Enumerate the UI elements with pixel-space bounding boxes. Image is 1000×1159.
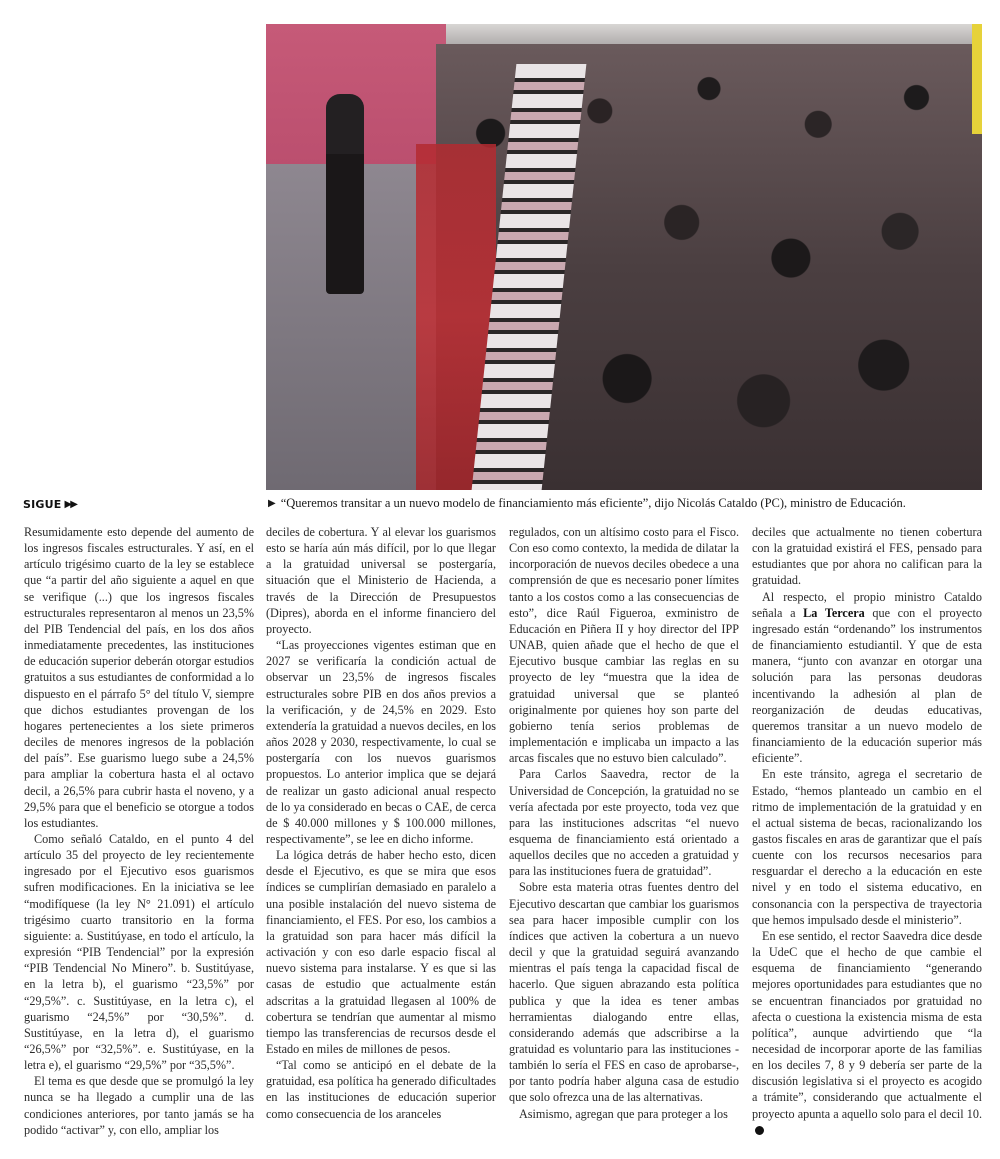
article-photo <box>266 24 982 490</box>
paragraph: Resumidamente esto depende del aumento de los ingresos fiscales estructurales. Y así, en el artículo trigésimo cuarto de la ley se establece que “a partir del año siguiente a aquel en que se verifique (...) que los ingresos fiscales estructurales representaron al menos un 23,5% del PIB Tendencial del país, en los dos años inmediatamente precedentes, las instituciones de educación superior deberán otorgar estudios gratuitos a sus estudiantes de conformidad a lo dispuesto en el párrafo 5° del título V, siempre que dichos estudiantes provengan de los hogares pertenecientes a los siete primeros deciles de menores ingresos de la población del país”. Ese guarismo luego sube a 24,5% para ampliar la cobertura hasta el al octavo decil, a 26,5% para cubrir hasta el noveno, y a 29,5% para que el beneficio se otorgue a todos los estudiantes. <box>24 525 254 830</box>
paragraph: El tema es que desde que se promulgó la ley nunca se ha llegado a cumplir una de las condiciones anteriores, por tanto jamás se ha podido “activar” y, con ello, ampliar los <box>24 1074 254 1137</box>
photo-caption <box>268 496 906 511</box>
paragraph-text: Al respecto, el propio ministro Cataldo señala a <box>752 589 982 620</box>
double-triangle-right-icon: ▶▶ <box>64 499 76 510</box>
article-column-4 <box>752 524 982 1138</box>
paragraph: “Las proyecciones vigentes estiman que en 2027 se verificaría la condición actual de observar un 23,5% de ingresos fiscales estructurales sobre PIB en dos años previos a la verificación, y de 24,5% en 2029. Esto extendería la gratuidad a nuevos deciles, en los años 2028 y 2030, respectivamente, lo cual se postergaría con los nuevos guarismos propuestos. Lo anterior implica que se dejará de realizar un gasto adicional anual respecto de lo ya considerado en becas o CAE, de cerca de $ 40.000 millones y $ 100.000 millones, respectivamente”, se lee en dicho informe. <box>266 638 496 846</box>
paragraph-text: que con el proyecto ingresado están “ordenando” los instrumentos de financiamiento estudiantil. Y que de esta manera, “junto con avanzar en otorgar una solución para las personas deudoras incentivando la adhesión al plan de reorganización de deudas educativas, queremos transitar a un nuevo modelo de financiamiento de la educación superior más eficiente”. <box>752 605 982 766</box>
paragraph: deciles de cobertura. Y al elevar los guarismos esto se haría aún más difícil, por lo que llegar a la gratuidad universal se postergaría, situación que el Ministerio de Hacienda, a través de la Dirección de Presupuestos (Dipres), aborda en el informe financiero del proyecto. <box>266 525 496 636</box>
publication-name: La Tercera <box>803 605 865 620</box>
paragraph: La lógica detrás de haber hecho esto, dicen desde el Ejecutivo, es que se mira que esos índices se cumplirían demasiado en paralelo a una posible instalación del nuevo sistema de financiamiento, el FES. Por eso, los cambios a la gratuidad son para hacer más difícil la activación y con eso darle espacio fiscal al nuevo sistema para instalarse. Y es que si las casas de estudio que actualmente están adscritas a la gratuidad llegasen al 100% de cobertura se tendrían que aumentar al mismo tiempo las transferencias de recursos desde el Estado en miles de millones de pesos. <box>266 848 496 1056</box>
triangle-right-icon: ▶ <box>268 498 276 509</box>
article-column-3 <box>509 524 739 1122</box>
photo-yellow-edge <box>972 24 982 134</box>
paragraph: deciles que actualmente no tienen cobertura con la gratuidad existirá el FES, pensado para estudiantes que por ahora no califican para la gratuidad. <box>752 525 982 588</box>
photo-standing-person <box>326 94 364 294</box>
paragraph <box>752 928 982 1138</box>
paragraph <box>752 589 982 767</box>
paragraph-text: En ese sentido, el rector Saavedra dice desde la UdeC que el hecho de que cambie el esquema de financiamiento “generando mejores oportunidades para estudiantes que no se encuentran financiados por gratuidad no afecta o cuestiona la existencia misma de esta política”, aunque advirtiendo que “la necesidad de incorporar aporte de las familias en los deciles 7, 8 y 9 debería ser parte de la discusión legislativa si el proyecto es acogido a trámite”, considerando que actualmente el proyecto apunta a aquello solo para el decil 10. <box>752 928 982 1121</box>
paragraph: Como señaló Cataldo, en el punto 4 del artículo 35 del proyecto de ley recientemente ingresado por el Ejecutivo esos guarismos sufren modificaciones. En la iniciativa se lee “modifíquese (la ley N° 21.091) el artículo trigésimo cuarto transitorio en la forma siguiente: a. Sustitúyase, en todo el artículo, la expresión “PIB Tendencial” por la expresión “PIB Tendencial No Minero”. b. Sustitúyase, en la letra b), el guarismo “23,5%” por “29,5%”. c. Sustitúyase, en la letra c), el guarismo “24,5%” por “30,5%”. d. Sustitúyase, en la letra d), el guarismo “26,5%” por “32,5%”. e. Sustitúyase, en la letra e), el guarismo “29,5%” por “35,5%”. <box>24 831 254 1073</box>
continue-marker <box>23 498 76 511</box>
paragraph: regulados, con un altísimo costo para el Fisco. Con eso como contexto, la medida de dilatar la incorporación de nuevos deciles obedece a una comprensión de que es necesario poner límites tanto a los costos como a las consecuencias de esto”, dice Raúl Figueroa, exministro de Educación en Piñera II y hoy director del IPP UNAB, quien añade que el hecho de que el Ejecutivo busque cambiar las reglas en su proyecto de ley “muestra que la idea de gratuidad universal que se planteó originalmente por quienes hoy son parte del gobierno tenía serios problemas de implementación e implicaba un impacto a las arcas fiscales que no estuvo bien calculado”. <box>509 525 739 766</box>
article-column-2 <box>266 524 496 1122</box>
continue-label: SIGUE <box>23 498 62 511</box>
article-column-1 <box>24 524 254 1138</box>
paragraph: “Tal como se anticipó en el debate de la gratuidad, esa política ha generado dificultades en las instituciones de educación superior como consecuencia de los aranceles <box>266 1058 496 1121</box>
end-of-article-dot-icon <box>755 1126 764 1135</box>
paragraph: Asimismo, agregan que para proteger a los <box>519 1106 728 1121</box>
paragraph: En este tránsito, agrega el secretario de Estado, “hemos planteado un cambio en el ritmo de implementación de la gratuidad y en el actual sistema de becas, racionalizando los gastos fiscales en aras de garantizar que el país cuente con los recursos necesarios para resguardar el derecho a la educación en este nivel y en todo el sistema educativo, en consonancia con la perspectiva de trayectoria que hemos impulsado desde el ministerio”. <box>752 767 982 927</box>
paragraph: Sobre esta materia otras fuentes dentro del Ejecutivo descartan que cambiar los guarismos sea para hacer imposible cumplir con los índices que activen la cobertura a un nuevo decil y que la gratuidad seguirá avanzando mientras el país tenga la capacidad fiscal de hacerlo. Que siguen abrazando esta política publica y que la idea es tener ambas herramientas dialogando entre ellas, considerando además que adscribirse a la gratuidad es voluntario para las instituciones -también lo sería el FES en caso de aprobarse-, por tanto podría haber alguna casa de estudio que solo ofrezca una de las alternativas. <box>509 880 739 1105</box>
caption-text: “Queremos transitar a un nuevo modelo de financiamiento más eficiente”, dijo Nicolás Cataldo (PC), ministro de Educación. <box>280 496 906 510</box>
paragraph: Para Carlos Saavedra, rector de la Universidad de Concepción, la gratuidad no se vería afectada por este proyecto, toda vez que para las instituciones adscritas “el nuevo esquema de financiamiento está orientado a aquellos deciles que no acceden a gratuidad y para las instituciones fuera de gratuidad”. <box>509 767 739 879</box>
